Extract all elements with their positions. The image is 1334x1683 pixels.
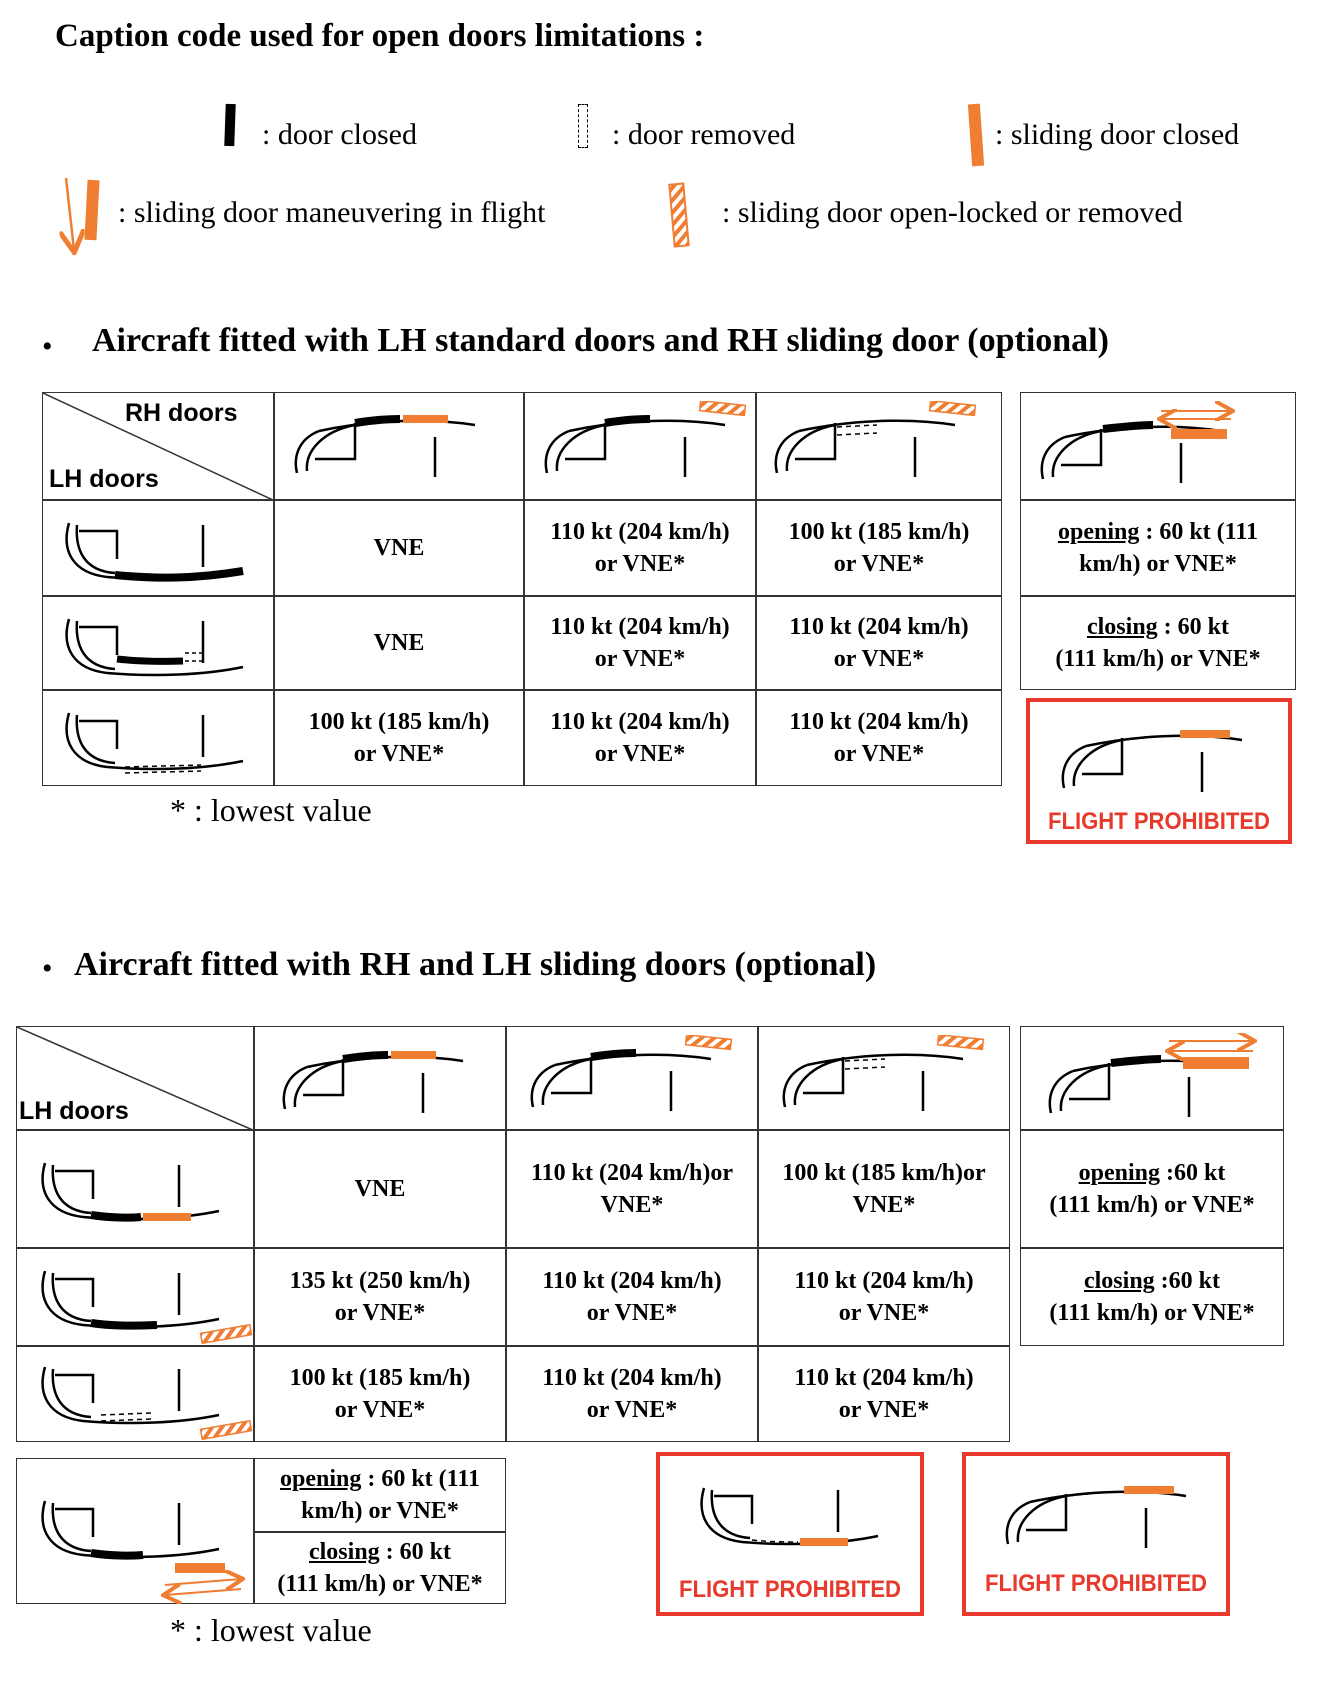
cell-line: 110 kt (204 km/h) — [550, 519, 730, 545]
cell-line: 100 kt (185 km/h) — [308, 709, 490, 735]
sliding-door-maneuvering-icon — [56, 172, 106, 258]
closing-rest: :60 kt — [1154, 1268, 1221, 1294]
cell-line: 100 kt (185 km/h)or — [782, 1160, 986, 1186]
s2-r3c3 — [758, 1346, 1010, 1442]
cell-line: 110 kt (204 km/h)or — [530, 1160, 733, 1186]
opening-rest: : 60 kt (111 — [1139, 519, 1259, 545]
s2-r3c1 — [254, 1346, 506, 1442]
cell-line: 110 kt (204 km/h) — [789, 614, 969, 640]
s2-r2c2 — [506, 1248, 758, 1346]
cell-line: 110 kt (204 km/h) — [550, 709, 730, 735]
cell-line: or VNE* — [833, 551, 925, 577]
s2-r2c1 — [254, 1248, 506, 1346]
cell-line: or VNE* — [334, 1300, 426, 1326]
s1-r3c1 — [274, 690, 524, 786]
s1-flight-prohibited-box — [1026, 698, 1292, 844]
legend-sliding-door-open-locked: : sliding door open-locked or removed — [722, 196, 1183, 229]
s2-r1c1 — [254, 1130, 506, 1248]
cell-line: 110 kt (204 km/h) — [542, 1365, 722, 1391]
cell-line: or VNE* — [833, 741, 925, 767]
s2-r3c2 — [506, 1346, 758, 1442]
cell-line: VNE* — [852, 1192, 916, 1218]
cell-line: VNE — [373, 535, 425, 561]
lh-doors-label: LH doors — [49, 465, 159, 493]
closing-line-2: (111 km/h) or VNE* — [277, 1571, 483, 1597]
bullet-icon: • — [42, 330, 53, 363]
s2-side-closing — [1020, 1248, 1284, 1346]
closing-line-1 — [309, 1536, 451, 1568]
cell-line: 100 kt (185 km/h) — [289, 1365, 471, 1391]
lh-config-sliding-open-locked — [16, 1248, 254, 1346]
section2-title: Aircraft fitted with RH and LH sliding doors (optional) — [74, 946, 877, 983]
cell-line: 110 kt (204 km/h) — [794, 1365, 974, 1391]
lh-config-sliding-closed — [16, 1130, 254, 1248]
closing-line-1 — [1087, 611, 1229, 643]
lh-config-doors-removed — [42, 690, 274, 786]
cell-line: or VNE* — [594, 646, 686, 672]
opening-word: opening — [279, 1466, 362, 1492]
s1-r1c2 — [524, 500, 756, 596]
legend-door-removed: : door removed — [612, 118, 796, 151]
cell-line: or VNE* — [838, 1300, 930, 1326]
rh-doors-label: RH doors — [125, 399, 238, 427]
lh-doors-label: LH doors — [19, 1097, 129, 1125]
closing-word: closing — [1083, 1268, 1155, 1294]
lh-config-removed-open-locked — [16, 1346, 254, 1442]
s2-r1c2 — [506, 1130, 758, 1248]
s1-r1c1 — [274, 500, 524, 596]
closing-rest: : 60 kt — [379, 1539, 452, 1565]
door-removed-icon — [578, 104, 588, 148]
opening-line-2: (111 km/h) or VNE* — [1049, 1192, 1255, 1218]
s1-footnote: * : lowest value — [170, 792, 372, 828]
section2-header-corner — [16, 1026, 254, 1130]
cell-line: 135 kt (250 km/h) — [289, 1268, 471, 1294]
s1-side-closing — [1020, 596, 1296, 690]
closing-line-2: (111 km/h) or VNE* — [1055, 646, 1261, 672]
bullet-icon: • — [42, 952, 53, 985]
opening-line-1 — [1058, 516, 1258, 548]
closing-line-2: (111 km/h) or VNE* — [1049, 1300, 1255, 1326]
cell-line: or VNE* — [586, 1397, 678, 1423]
sliding-door-open-locked-icon — [668, 180, 692, 252]
lh-config-front-closed-rear-removed — [42, 596, 274, 690]
cell-line: or VNE* — [594, 551, 686, 577]
closing-word: closing — [308, 1539, 380, 1565]
rh-config-door-removed-open-locked — [756, 392, 1002, 500]
closing-word: closing — [1086, 614, 1158, 640]
cell-line: 100 kt (185 km/h) — [788, 519, 970, 545]
cell-line: or VNE* — [586, 1300, 678, 1326]
opening-line-2: km/h) or VNE* — [301, 1498, 459, 1524]
flight-prohibited-label: FLIGHT PROHIBITED — [678, 1576, 902, 1603]
section1-header-corner — [42, 392, 274, 500]
opening-rest: : 60 kt (111 — [361, 1466, 481, 1492]
s1-r2c3 — [756, 596, 1002, 690]
s1-side-opening — [1020, 500, 1296, 596]
rh-config-door-removed-open-locked — [758, 1026, 1010, 1130]
s2-maneuver-closing — [254, 1532, 506, 1604]
s2-r1c3 — [758, 1130, 1010, 1248]
s2-footnote: * : lowest value — [170, 1612, 372, 1648]
s1-r2c1 — [274, 596, 524, 690]
lh-config-sliding-maneuvering — [16, 1458, 254, 1604]
s1-r1c3 — [756, 500, 1002, 596]
opening-word: opening — [1057, 519, 1140, 545]
legend-sliding-door-closed: : sliding door closed — [995, 118, 1240, 151]
cell-line: 110 kt (204 km/h) — [550, 614, 730, 640]
lh-config-door-closed — [42, 500, 274, 596]
cell-line: or VNE* — [334, 1397, 426, 1423]
s2-side-maneuver-icon — [1020, 1026, 1284, 1130]
sliding-door-closed-icon — [968, 104, 984, 167]
rh-config-sliding-open-locked — [506, 1026, 758, 1130]
s2-flight-prohibited-box-rh — [962, 1452, 1230, 1616]
cell-line: VNE — [373, 630, 425, 656]
cell-line: or VNE* — [838, 1397, 930, 1423]
rh-config-sliding-closed — [274, 392, 524, 500]
opening-word: opening — [1078, 1160, 1161, 1186]
opening-rest: :60 kt — [1160, 1160, 1226, 1186]
opening-line-1 — [280, 1463, 480, 1495]
flight-prohibited-label: FLIGHT PROHIBITED — [984, 1570, 1208, 1597]
legend-sliding-door-maneuvering: : sliding door maneuvering in flight — [118, 196, 546, 229]
opening-line-2: km/h) or VNE* — [1079, 551, 1237, 577]
rh-config-sliding-closed — [254, 1026, 506, 1130]
cell-line: 110 kt (204 km/h) — [542, 1268, 722, 1294]
caption-title: Caption code used for open doors limitations : — [55, 18, 705, 54]
s2-maneuver-opening — [254, 1458, 506, 1532]
s1-side-maneuver-icon — [1020, 392, 1296, 500]
closing-line-1 — [1084, 1265, 1220, 1297]
s2-r2c3 — [758, 1248, 1010, 1346]
s2-flight-prohibited-box-lh — [656, 1452, 924, 1616]
flight-prohibited-label: FLIGHT PROHIBITED — [1047, 808, 1271, 835]
opening-line-1 — [1079, 1157, 1226, 1189]
s1-r2c2 — [524, 596, 756, 690]
rh-config-sliding-open-locked — [524, 392, 756, 500]
s1-r3c2 — [524, 690, 756, 786]
s2-side-opening — [1020, 1130, 1284, 1248]
closing-rest: : 60 kt — [1157, 614, 1230, 640]
section1-title: Aircraft fitted with LH standard doors and RH sliding door (optional) — [92, 322, 1109, 359]
door-closed-icon — [224, 104, 235, 146]
s1-r3c3 — [756, 690, 1002, 786]
cell-line: 110 kt (204 km/h) — [789, 709, 969, 735]
cell-line: VNE — [354, 1176, 406, 1202]
cell-line: or VNE* — [594, 741, 686, 767]
cell-line: or VNE* — [353, 741, 445, 767]
cell-line: or VNE* — [833, 646, 925, 672]
cell-line: 110 kt (204 km/h) — [794, 1268, 974, 1294]
cell-line: VNE* — [600, 1192, 664, 1218]
legend-door-closed: : door closed — [262, 118, 417, 151]
